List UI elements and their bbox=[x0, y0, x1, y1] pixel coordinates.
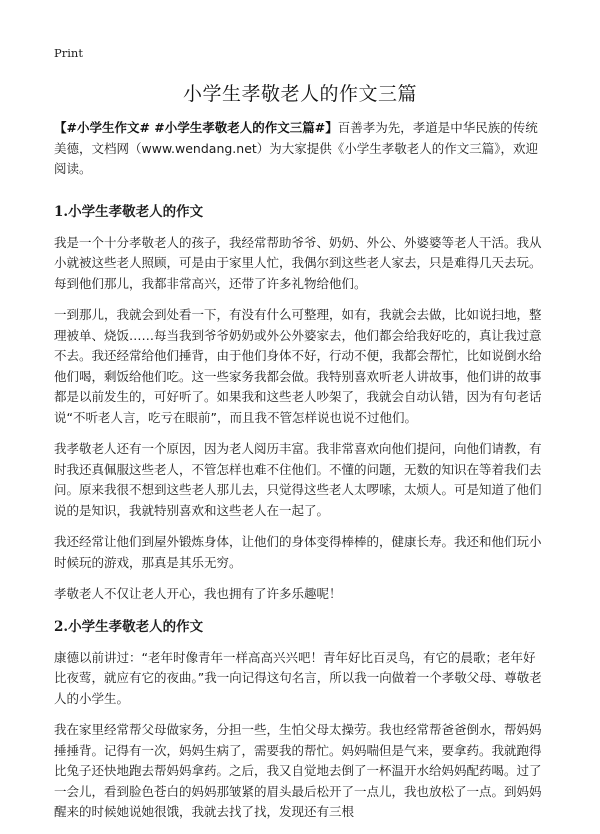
section-2-heading: 2.小学生孝敬老人的作文 bbox=[54, 618, 204, 635]
section-1-paragraph: 我孝敬老人还有一个原因，因为老人阅历丰富。我非常喜欢向他们提问，向他们请教，有时我还真佩服这些老人，不管怎样也难不住他们。不懂的问题，无数的知识在等着我们去问。原来我很不想到这些老人那儿去，只觉得这些老人太啰嗦，太烦人。可是知道了他们说的是知识，我就特别喜欢和这些老人在一起了。 bbox=[54, 441, 542, 518]
document-title: 小学生孝敬老人的作文三篇 bbox=[182, 83, 417, 105]
print-link[interactable]: Print bbox=[54, 46, 83, 60]
section-1-paragraph: 我还经常让他们到屋外锻炼身体，让他们的身体变得棒棒的，健康长寿。我还和他们玩小时候玩的游戏，那真是其乐无穷。 bbox=[54, 534, 542, 570]
intro-tags[interactable]: 【#小学生作文# #小学生孝敬老人的作文三篇#】 bbox=[54, 120, 338, 135]
intro-text-b: ）为大家提供《小学生孝敬老人的作文三篇》，欢迎阅读。 bbox=[54, 140, 539, 176]
site-link[interactable]: www.wendang.net bbox=[141, 140, 257, 156]
section-1-paragraph: 一到那儿，我就会到处看一下，有没有什么可整理，如有，我就会去做，比如说扫地，整理被单、烧饭……每当我到爷爷奶奶或外公外婆家去，他们都会给我好吃的，真让我过意不去。我还经常给他们捶背，由于他们身体不好，行动不便，我都会帮忙，比如说倒水给他们喝，剩饭给他们吃。这一些家务我都会做。我特别喜欢听老人讲故事，他们讲的故事都是以前发生的，可好听了。如果我和这些老人吵架了，我就会自动认错，因为有句老话说“不听老人言，吃亏在眼前”，而且我不管怎样说也说不过他们。 bbox=[54, 307, 542, 425]
section-1-heading: 1.小学生孝敬老人的作文 bbox=[54, 203, 204, 220]
intro-paragraph bbox=[54, 118, 546, 180]
section-2-paragraph: 我在家里经常帮父母做家务，分担一些，生怕父母太操劳。我也经常帮爸爸倒水，帮妈妈捶捶背。记得有一次，妈妈生病了，需要我的帮忙。妈妈喘但是气来，要拿药。我就跑得比兔子还快地跑去帮妈妈拿药。之后，我又自觉地去倒了一杯温开水给妈妈配药喝。过了一会儿，看到脸色苍白的妈妈那皱紧的眉头最后松开了一点儿，我也放松了一点。到妈妈醒来的时候她说她很饿，我就去找了找，发现还有三根 bbox=[54, 722, 542, 819]
section-1-paragraph: 我是一个十分孝敬老人的孩子，我经常帮助爷爷、奶奶、外公、外婆婆等老人干活。我从小就被这些老人照顾，可是由于家里人忙，我偶尔到这些老人家去，只是难得几天去玩。每到他们那儿，我都非常高兴，还带了许多礼物给他们。 bbox=[54, 234, 542, 291]
section-1-paragraph: 孝敬老人不仅让老人开心，我也拥有了许多乐趣呢！ bbox=[54, 586, 342, 601]
article-body bbox=[54, 118, 546, 834]
section-2-paragraph: 康德以前讲过：“老年时像青年一样高高兴兴吧！青年好比百灵鸟，有它的晨歌；老年好比夜莺，就应有它的夜曲。”我一向记得这句名言，所以我一向做着一个孝敬父母、尊敬老人的小学生。 bbox=[54, 649, 542, 706]
intro-text-a: 百善孝为先，孝道是中华民族的传统美德，文档网（ bbox=[54, 120, 538, 156]
